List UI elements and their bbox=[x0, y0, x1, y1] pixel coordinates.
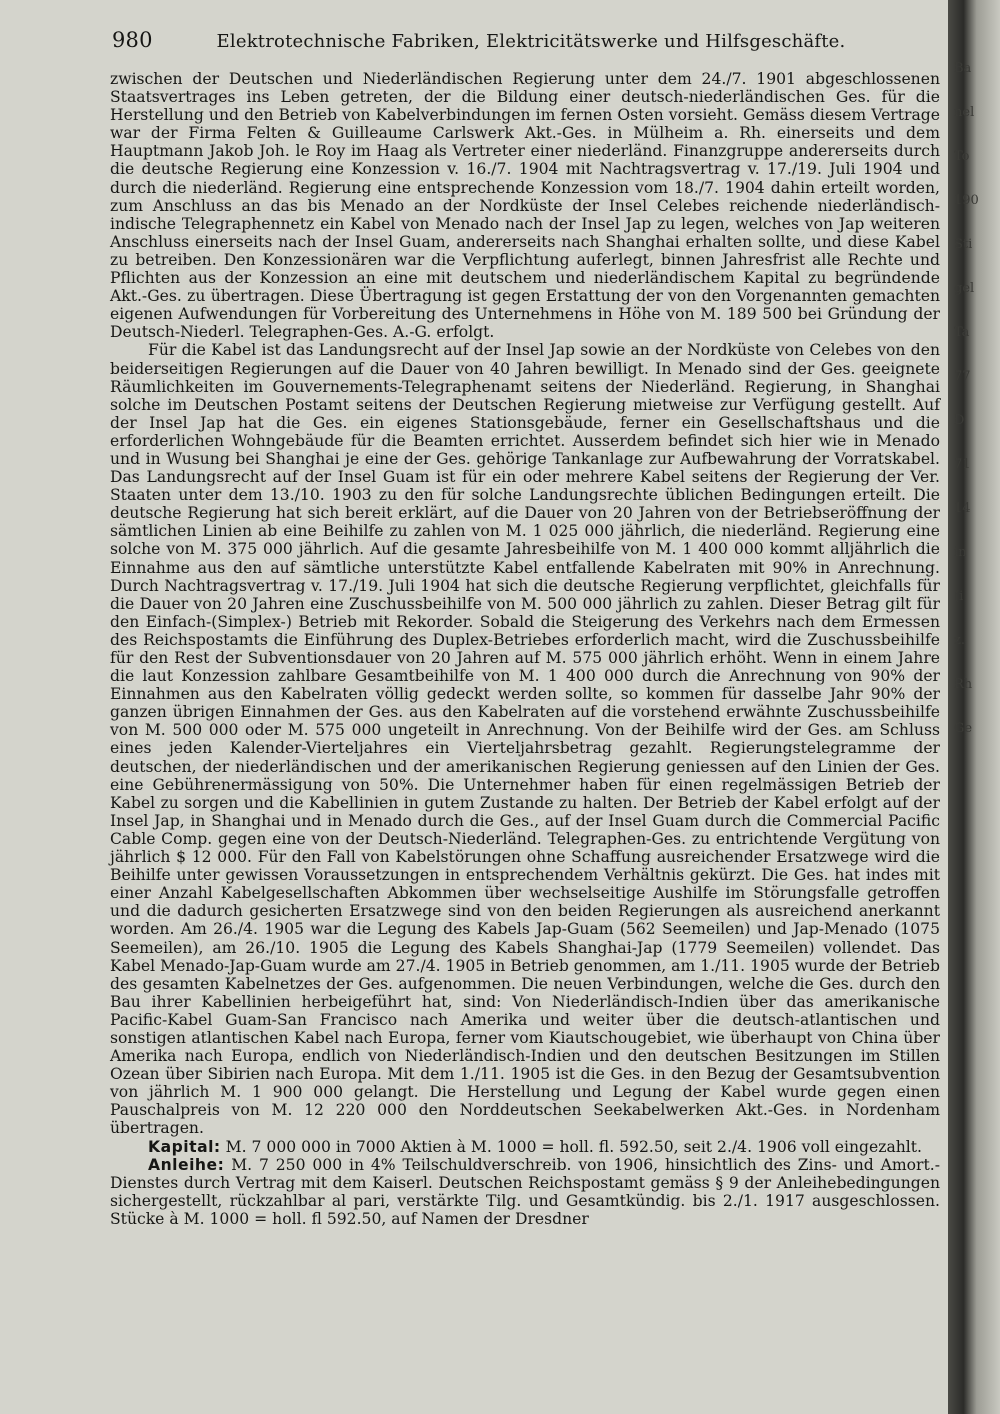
book-spine-shadow bbox=[948, 0, 1000, 1414]
margin-fragment: nel bbox=[954, 105, 975, 120]
margin-fragment: Ta bbox=[954, 325, 970, 340]
margin-fragment: (i bbox=[954, 589, 964, 604]
margin-fragment: Ba bbox=[954, 61, 972, 76]
margin-fragment: 71 bbox=[954, 457, 971, 472]
margin-fragment: Rh bbox=[954, 677, 973, 692]
margin-fragment: 14 bbox=[954, 501, 971, 516]
margin-fragment: D bbox=[954, 413, 965, 428]
page-number: 980 bbox=[112, 28, 153, 52]
margin-fragment: gel bbox=[954, 281, 975, 296]
paragraph-concession: zwischen der Deutschen und Niederländischen Regierung unter dem 24./7. 1901 abgeschlossenen Staatsvertrages ins Leben getreten, der die Bildung einer deutsch-niederländischen Ges. für die Herstellung und den Betrieb von Kabelverbindungen im fernen Osten vorsieht. Gemäss diesem Vertrage war der Firma Felten & Guilleaume Carlswerk Akt.-Ges. in Mülheim a. Rh. einerseits und dem Hauptmann Jakob Joh. le Roy im Haag als Vertreter einer niederländ. Finanzgruppe andererseits durch die deutsche Regierung eine Konzession v. 16./7. 1904 mit Nachtragsvertrag v. 17./19. Juli 1904 und durch die niederländ. Regierung eine entsprechende Konzession vom 18./7. 1904 dahin erteilt worden, zum Anschluss an das bis Menado an der Nordküste der Insel Celebes reichende niederländisch-indische Telegraphennetz ein Kabel von Menado nach der Insel Jap zu legen, welches von Jap weiteren Anschluss einerseits nach der Insel Guam, andererseits nach Shanghai erhalten sollte, und diese Kabel zu betreiben. Den Konzessionären war die Verpflichtung auferlegt, binnen Jahresfrist alle Rechte und Pflichten aus der Konzession an eine mit deutschem und niederländischem Kapital zu begründende Akt.-Ges. zu übertragen. Diese Übertragung ist gegen Erstattung der von den Vorgenannten gemachten eigenen Aufwendungen für Vorbereitung des Unternehmens in Höhe von M. 189 500 bei Gründung der Deutsch-Niederl. Telegraphen-Ges. A.-G. erfolgt. bbox=[110, 70, 940, 342]
running-title: Elektrotechnische Fabriken, Elektricitätswerke und Hilfsgeschäfte. bbox=[216, 31, 846, 52]
page-header bbox=[110, 28, 940, 70]
margin-fragment: z. bbox=[954, 633, 965, 648]
margin-fragment: 190 bbox=[954, 193, 979, 208]
adjacent-page-fragments bbox=[954, 60, 994, 1400]
loan-entry bbox=[110, 1156, 940, 1228]
article-body bbox=[110, 70, 940, 1228]
capital-label: Kapital: bbox=[148, 1137, 221, 1156]
paragraph-landing-rights: Für die Kabel ist das Landungsrecht auf der Insel Jap sowie an der Nordküste von Celebes von den beiderseitigen Regierungen auf die Dauer von 40 Jahren bewilligt. In Menado sind der Ges. geeignete Räumlichkeiten im Gouvernements-Telegraphenamt seitens der Niederländ. Regierung, in Shanghai solche im Deutschen Postamt seitens der Deutschen Regierung mietweise zur Verfügung gestellt. Auf der Insel Jap hat die Ges. ein eigenes Stationsgebäude, ferner ein Gesellschaftshaus und die erforderlichen Wohngebäude für die Beamten errichtet. Ausserdem befindet sich hier wie in Menado und in Wusung bei Shanghai je eine der Ges. gehörige Tankanlage zur Aufbewahrung der Vorratskabel. Das Landungsrecht auf der Insel Guam ist für ein oder mehrere Kabel seitens der Regierung der Ver. Staaten unter dem 13./10. 1903 zu den für solche Landungsrechte üblichen Bedingungen erteilt. Die deutsche Regierung hat sich bereit erklärt, auf die Dauer von 20 Jahren von der Betriebseröffnung der sämtlichen Linien ab eine Beihilfe zu zahlen von M. 1 025 000 jährlich, die niederländ. Regierung eine solche von M. 375 000 jährlich. Auf die gesamte Jahresbeihilfe von M. 1 400 000 kommt alljährlich die Einnahme aus den auf sämtliche unterstützte Kabel entfallende Kabelraten mit 90% in Anrechnung. Durch Nachtragsvertrag v. 17./19. Juli 1904 hat sich die deutsche Regierung verpflichtet, gleichfalls für die Dauer von 20 Jahren eine Zuschussbeihilfe von M. 500 000 jährlich zu zahlen. Dieser Betrag gilt für den Einfach-(Simplex-) Betrieb mit Rekorder. Sobald die Steigerung des Verkehrs nach dem Ermessen des Reichspostamts die Einführung des Duplex-Betriebes erforderlich macht, wird die Zuschussbeihilfe für den Rest der Subventionsdauer von 20 Jahren auf M. 575 000 jährlich erhöht. Wenn in einem Jahre die laut Konzession zahlbare Gesamtbeihilfe von M. 1 400 000 durch die Anrechnung von 90% der Einnahmen aus den Kabelraten völlig gedeckt werden sollte, so kommen für dasselbe Jahr 90% der ganzen übrigen Einnahmen der Ges. aus den Kabelraten auf die vorstehend erwähnte Zuschussbeihilfe von M. 500 000 oder M. 575 000 ungeteilt in Anrechnung. Von der Beihilfe wird der Ges. am Schluss eines jeden Kalender-Vierteljahres ein Vierteljahrsbetrag gezahlt. Regierungstelegramme der deutschen, der niederländischen und der amerikanischen Regierung geniessen auf den Linien der Ges. eine Gebührenermässigung von 50%. Die Unternehmer haben für einen regelmässigen Betrieb der Kabel zu sorgen und die Kabellinien in gutem Zustande zu halten. Der Betrieb der Kabel erfolgt auf der Insel Jap, in Shanghai und in Menado durch die Ges., auf der Insel Guam durch die Commercial Pacific Cable Comp. gegen eine von der Deutsch-Niederländ. Telegraphen-Ges. zu entrichtende Vergütung von jährlich $ 12 000. Für den Fall von Kabelstörungen ohne Schaffung ausreichender Ersatzwege wird die Beihilfe unter gewissen Voraussetzungen in entsprechendem Verhältnis gekürzt. Die Ges. hat indes mit einer Anzahl Kabelgesellschaften Abkommen über wechselseitige Aushilfe im Störungsfalle getroffen und die dadurch gesicherten Ersatzwege sind von den beiden Regierungen als ausreichend anerkannt worden. Am 26./4. 1905 war die Legung des Kabels Jap-Guam (562 Seemeilen) und Jap-Menado (1075 Seemeilen), am 26./10. 1905 die Legung des Kabels Shanghai-Jap (1779 Seemeilen) vollendet. Das Kabel Menado-Jap-Guam wurde am 27./4. 1905 in Betrieb genommen, am 1./11. 1905 wurde der Betrieb des gesamten Kabelnetzes der Ges. aufgenommen. Die neuen Verbindungen, welche die Ges. durch den Bau ihrer Kabellinien herbeigeführt hat, sind: Von Niederländisch-Indien über das amerikanische Pacific-Kabel Guam-San Francisco nach Amerika und weiter über die deutsch-atlantischen und sonstigen atlantischen Kabel nach Europa, ferner vom Kiautschougebiet, wie überhaupt von China über Amerika nach Europa, endlich von Niederländisch-Indien und den deutschen Besitzungen im Stillen Ozean über Sibirien nach Europa. Mit dem 1./11. 1905 ist die Ges. in den Bezug der Gesamtsubvention von jährlich M. 1 900 000 gelangt. Die Herstellung und Legung der Kabel wurde gegen einen Pauschalpreis von M. 12 220 000 den Norddeutschen Seekabelwerken Akt.-Ges. in Nordenham übertragen. bbox=[110, 341, 940, 1138]
loan-label: Anleihe: bbox=[148, 1155, 225, 1174]
loan-text: M. 7 250 000 in 4% Teilschuldverschreib. von 1906, hinsichtlich des Zins- und Amort.-Dienstes durch Vertrag mit dem Kaiserl. Deutschen Reichspostamt gemäss § 9 der Anleihebedingungen sichergestellt, rückzahlbar al pari, verstärkte Tilg. und Gesamtkündig. bis 2./1. 1917 ausgeschlossen. Stücke à M. 1000 = holl. fl 592.50, auf Namen der Dresdner bbox=[110, 1155, 940, 1228]
page-content bbox=[110, 28, 940, 1408]
capital-text: M. 7 000 000 in 7000 Aktien à M. 1000 = holl. fl. 592.50, seit 2./4. 1906 voll eingezahlt. bbox=[225, 1137, 922, 1156]
margin-fragment: in bbox=[954, 545, 967, 560]
capital-entry bbox=[110, 1138, 940, 1156]
margin-fragment: To bbox=[954, 149, 970, 164]
margin-fragment: Sti bbox=[954, 237, 973, 252]
margin-fragment: Ge bbox=[954, 721, 973, 736]
margin-fragment: 77 bbox=[954, 369, 971, 384]
